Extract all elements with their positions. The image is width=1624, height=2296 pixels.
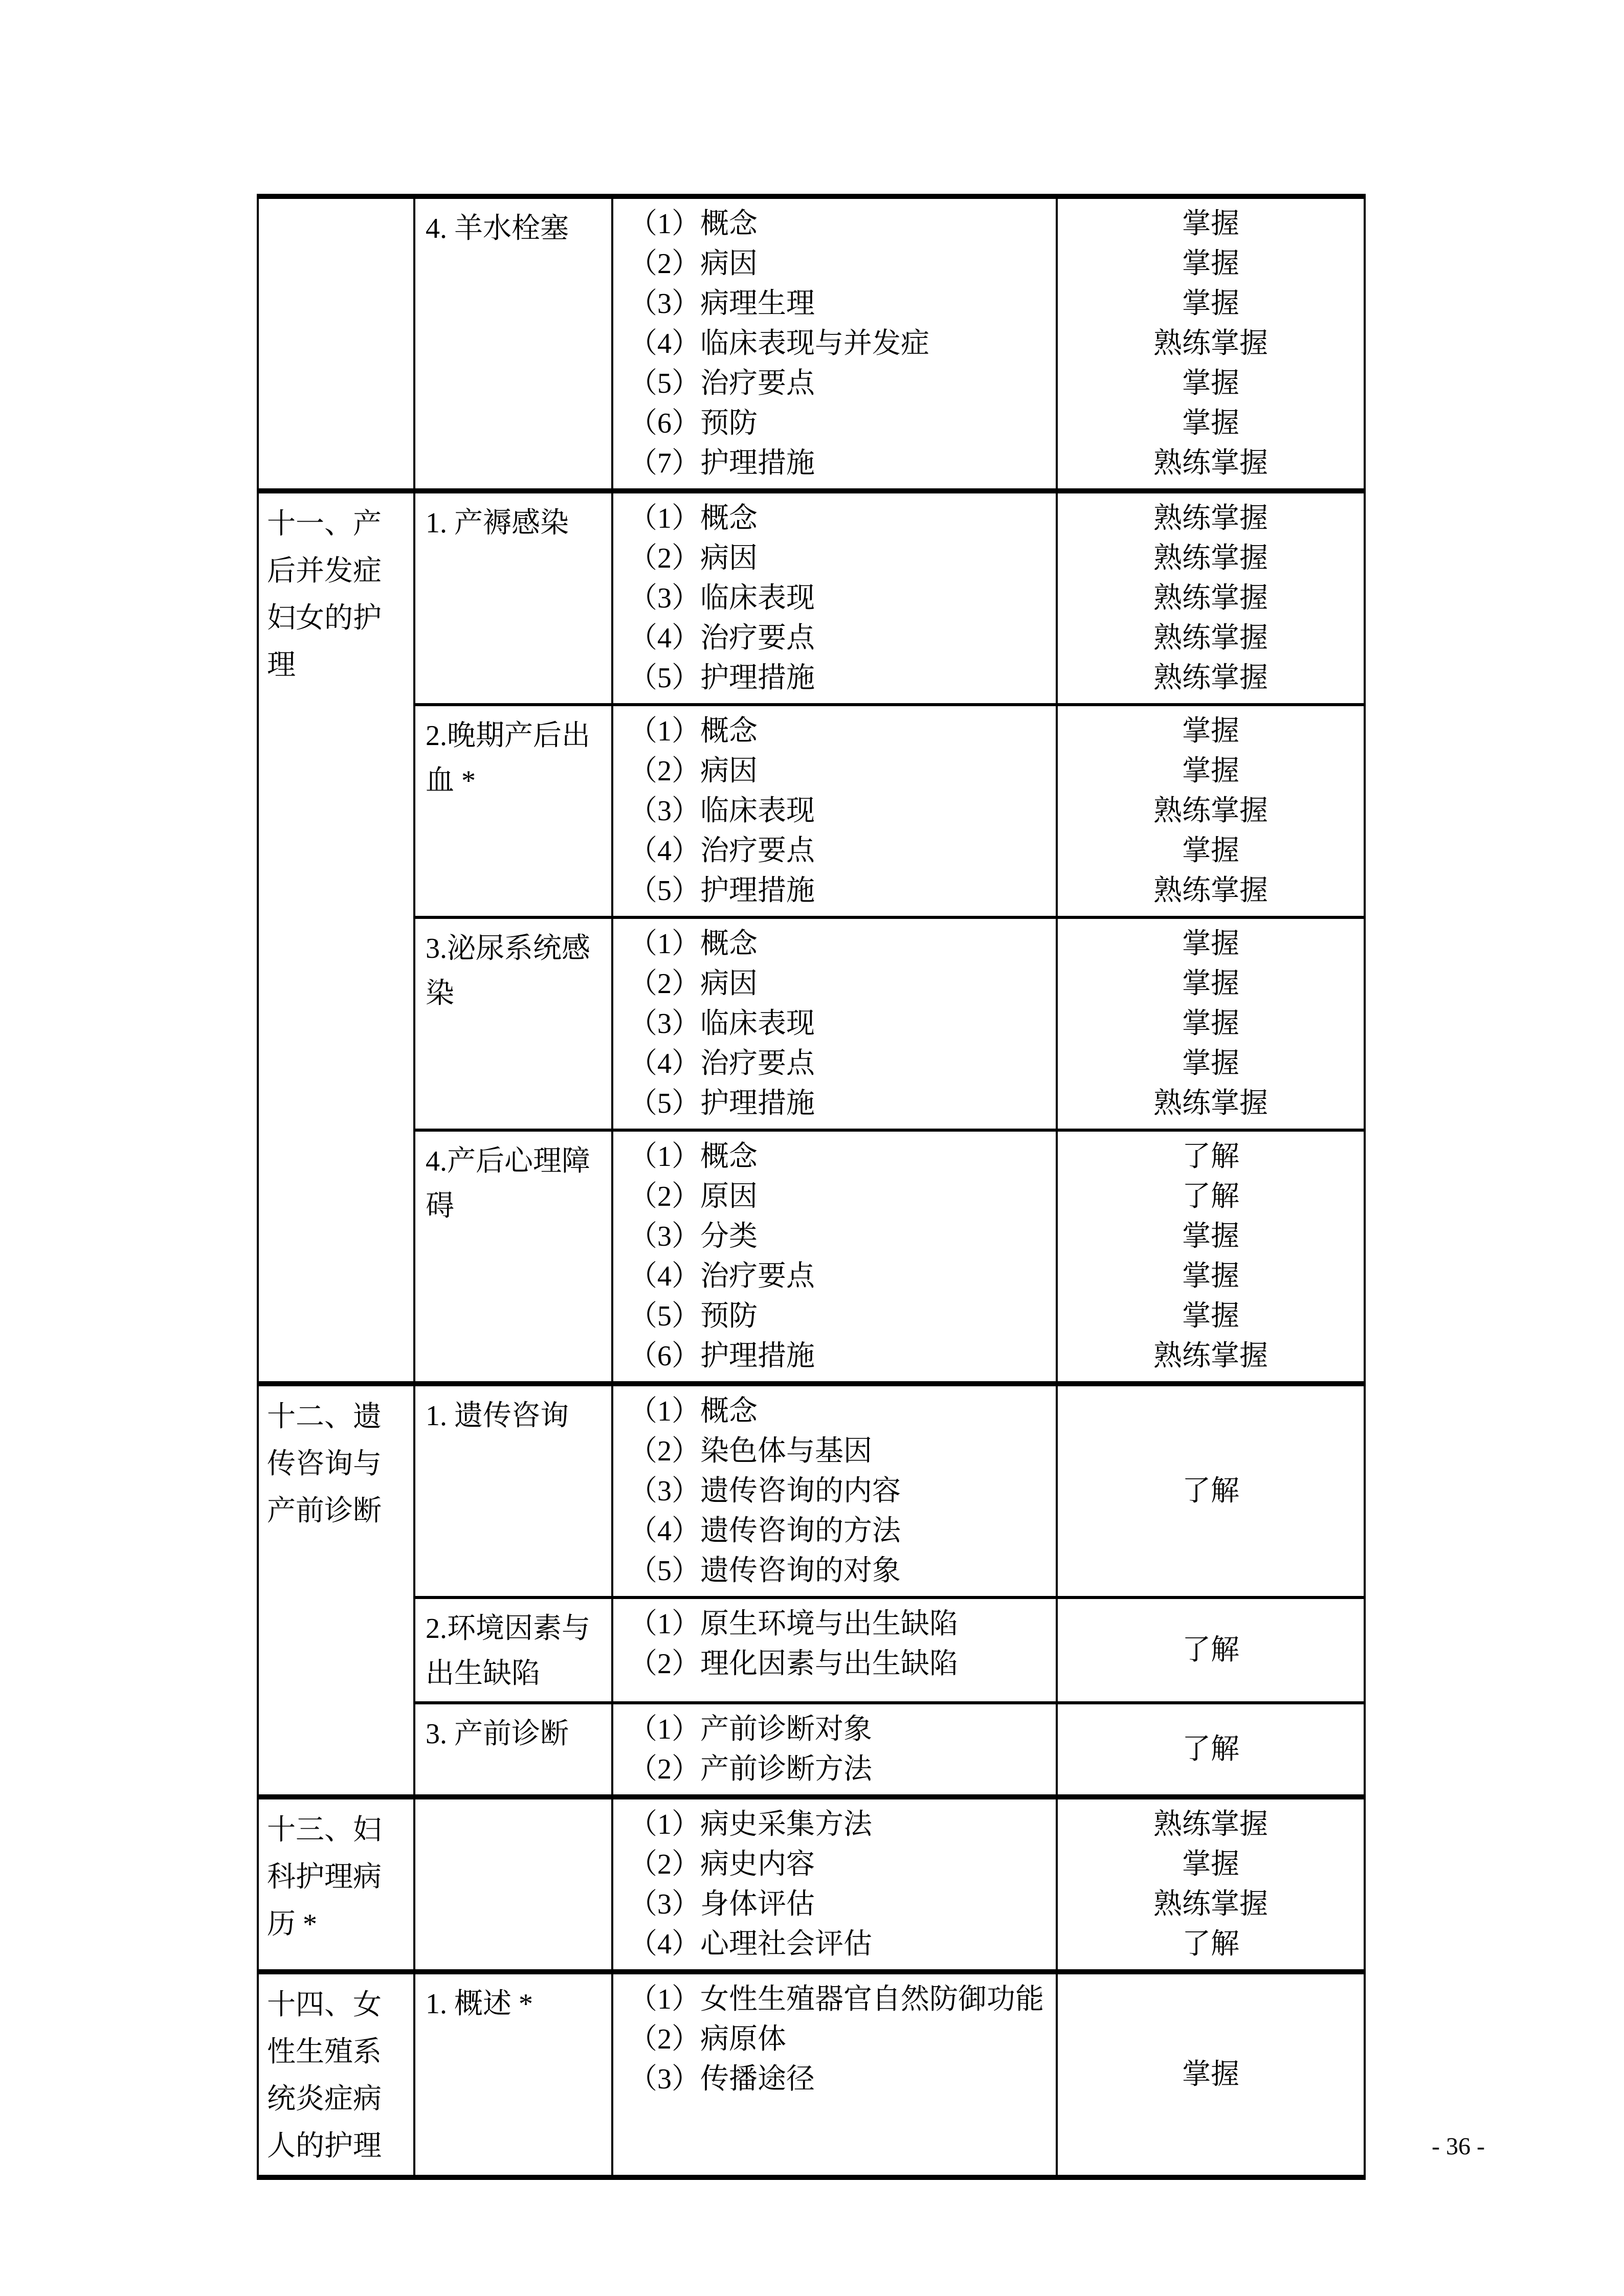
item-text: （4）治疗要点 — [629, 622, 815, 654]
subsection-label: 4. 羊水栓塞 — [426, 213, 569, 244]
item-req: 熟练掌握 — [1153, 875, 1268, 907]
block-requirement: 了解 — [1182, 1475, 1239, 1507]
item-text: （4）治疗要点 — [629, 1048, 815, 1079]
subsection-label: 3.泌尿系统感染 — [426, 933, 590, 1009]
item-req: 熟练掌握 — [1153, 1888, 1268, 1920]
item-text: （2）病因 — [629, 248, 758, 280]
item-text: （1）概念 — [629, 208, 758, 240]
item-req: 掌握 — [1182, 968, 1239, 1000]
item-req: 掌握 — [1182, 928, 1239, 960]
item-text: （2）产前诊断方法 — [629, 1753, 872, 1785]
item-req: 熟练掌握 — [1153, 447, 1268, 479]
item-req: 熟练掌握 — [1153, 328, 1268, 359]
item-text: （2）病因 — [629, 543, 758, 574]
item-text: （3）病理生理 — [629, 288, 815, 320]
table-row — [258, 491, 1365, 705]
item-text: （4）治疗要点 — [629, 1260, 815, 1292]
item-req: 掌握 — [1182, 715, 1239, 747]
table-row — [258, 1384, 1365, 1597]
item-req: 掌握 — [1182, 1048, 1239, 1079]
block-requirement: 了解 — [1182, 1734, 1239, 1765]
table-row — [258, 1972, 1365, 2177]
item-req: 掌握 — [1182, 1008, 1239, 1040]
item-req: 熟练掌握 — [1153, 543, 1268, 574]
subsection-label: 1. 概述 * — [426, 1988, 533, 2020]
item-text: （5）遗传咨询的对象 — [629, 1555, 901, 1587]
table-row — [258, 705, 1365, 917]
item-text: （3）遗传咨询的内容 — [629, 1475, 901, 1507]
item-text: （3）临床表现 — [629, 1008, 815, 1040]
section-title-cell — [258, 1797, 414, 1972]
subsection-label: 3. 产前诊断 — [426, 1718, 569, 1750]
item-text: （3）传播途径 — [629, 2063, 815, 2095]
item-text: （1）病史采集方法 — [629, 1809, 872, 1840]
item-text: （7）护理措施 — [629, 447, 815, 479]
subsection-label: 2.环境因素与出生缺陷 — [426, 1613, 590, 1690]
item-req: 掌握 — [1182, 368, 1239, 399]
item-req: 掌握 — [1182, 248, 1239, 280]
subsection-label: 1. 遗传咨询 — [426, 1400, 569, 1432]
item-text: （5）护理措施 — [629, 1088, 815, 1119]
item-text: （1）概念 — [629, 503, 758, 534]
item-req: 熟练掌握 — [1153, 1088, 1268, 1119]
item-text: （2）病原体 — [629, 2023, 786, 2055]
item-req: 熟练掌握 — [1153, 582, 1268, 614]
table-row — [258, 1797, 1365, 1972]
item-req: 熟练掌握 — [1153, 1809, 1268, 1840]
item-text: （1）概念 — [629, 715, 758, 747]
item-text: （1）概念 — [629, 928, 758, 960]
item-text: （2）病因 — [629, 968, 758, 1000]
item-req: 了解 — [1182, 1141, 1239, 1173]
item-req: 熟练掌握 — [1153, 795, 1268, 827]
section-title: 十三、妇科护理病历 * — [267, 1814, 382, 1940]
item-text: （6）护理措施 — [629, 1340, 815, 1372]
section-title-cell — [258, 1972, 414, 2177]
item-text: （5）预防 — [629, 1300, 758, 1332]
section-title-cell — [258, 1384, 414, 1797]
item-req: 掌握 — [1182, 1849, 1239, 1880]
item-text: （2）理化因素与出生缺陷 — [629, 1648, 958, 1680]
item-req: 掌握 — [1182, 835, 1239, 867]
item-text: （2）病史内容 — [629, 1849, 815, 1880]
item-text: （1）女性生殖器官自然防御功能 — [629, 1984, 1044, 2015]
section-title: 十一、产后并发症妇女的护理 — [267, 508, 382, 681]
item-text: （4）治疗要点 — [629, 835, 815, 867]
item-text: （4）遗传咨询的方法 — [629, 1515, 901, 1547]
item-text: （5）护理措施 — [629, 875, 815, 907]
item-req: 熟练掌握 — [1153, 1340, 1268, 1372]
item-text: （2）原因 — [629, 1181, 758, 1212]
section-title: 十四、女性生殖系统炎症病人的护理 — [267, 1989, 382, 2162]
item-req: 了解 — [1182, 1181, 1239, 1212]
item-req: 熟练掌握 — [1153, 622, 1268, 654]
item-req: 了解 — [1182, 1928, 1239, 1960]
item-text: （4）临床表现与并发症 — [629, 328, 929, 359]
item-text: （1）概念 — [629, 1395, 758, 1427]
table-row — [258, 1703, 1365, 1797]
item-req: 掌握 — [1182, 208, 1239, 240]
table-row — [258, 1597, 1365, 1703]
page-number: - 36 - — [1432, 2133, 1485, 2160]
item-text: （5）护理措施 — [629, 662, 815, 694]
item-text: （1）原生环境与出生缺陷 — [629, 1608, 958, 1640]
item-text: （1）概念 — [629, 1141, 758, 1173]
block-requirement: 了解 — [1182, 1634, 1239, 1666]
subsection-label: 1. 产褥感染 — [426, 507, 569, 539]
item-req: 掌握 — [1182, 755, 1239, 787]
item-text: （4）心理社会评估 — [629, 1928, 872, 1960]
item-req: 熟练掌握 — [1153, 503, 1268, 534]
subsection-label: 4.产后心理障碍 — [426, 1145, 590, 1222]
item-req: 掌握 — [1182, 1260, 1239, 1292]
item-text: （1）产前诊断对象 — [629, 1714, 872, 1745]
item-text: （2）染色体与基因 — [629, 1435, 872, 1467]
section-title-cell — [258, 196, 414, 491]
block-requirement: 掌握 — [1182, 2059, 1239, 2090]
item-text: （3）身体评估 — [629, 1888, 815, 1920]
item-text: （3）临床表现 — [629, 582, 815, 614]
syllabus-table — [257, 194, 1366, 2180]
item-req: 掌握 — [1182, 408, 1239, 439]
item-text: （3）分类 — [629, 1221, 758, 1252]
section-title: 十二、遗传咨询与产前诊断 — [267, 1401, 382, 1527]
item-req: 掌握 — [1182, 288, 1239, 320]
item-text: （3）临床表现 — [629, 795, 815, 827]
item-text: （2）病因 — [629, 755, 758, 787]
table-row — [258, 1130, 1365, 1384]
subsection-label: 2.晚期产后出血 * — [426, 720, 590, 797]
item-text: （6）预防 — [629, 408, 758, 439]
item-req: 熟练掌握 — [1153, 662, 1268, 694]
item-req: 掌握 — [1182, 1221, 1239, 1252]
section-title-cell — [258, 491, 414, 1384]
item-text: （5）治疗要点 — [629, 368, 815, 399]
item-req: 掌握 — [1182, 1300, 1239, 1332]
table-row — [258, 196, 1365, 491]
table-row — [258, 917, 1365, 1130]
